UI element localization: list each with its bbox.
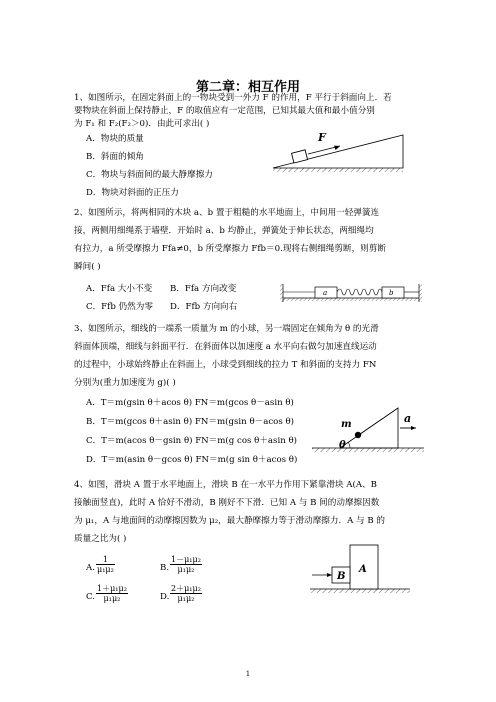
q1-incline-figure [268, 130, 408, 180]
q2-option-b: B．Ffa 方向改变 [170, 284, 237, 294]
q4-option-b-numerator: 1－μ₁μ₂ [171, 555, 201, 564]
q3-angle-label: θ [339, 440, 346, 451]
q1-stem-line2: 要物块在斜面上保持静止，F 的取值应有一定范围，已知其最大值和最小值分别 [74, 106, 375, 116]
q3-option-c: C．T＝m(acos θ－gsin θ) FN＝m(g cos θ＋asin θ) [86, 436, 297, 446]
q4-option-c-fraction [96, 584, 128, 603]
q3-stem-line1: 3、如图所示，细线的一端系一质量为 m 的小球，另一端固定在倾角为 θ 的光滑 [74, 324, 379, 334]
q1-stem-line3: 为 F₁ 和 F₂(F₂＞0)．由此可求出( ) [74, 119, 210, 129]
q3-mass-label: m [341, 419, 352, 430]
q2-block-a-label: a [323, 289, 328, 297]
q4-option-c-numerator: 1＋μ₁μ₂ [97, 584, 127, 593]
q3-stem-line3: 的过程中，小球始终静止在斜面上，小球受到细线的拉力 T 和斜面的支持力 FN [74, 360, 377, 370]
q4-option-d-fraction [170, 584, 202, 603]
q4-option-c-denominator: μ₁μ₂ [103, 594, 121, 603]
q3-option-b: B．T＝m(gcos θ＋asin θ) FN＝m(gsin θ－acos θ) [86, 417, 294, 427]
q1-force-label: F [318, 131, 326, 144]
q4-stem-line3: 为 μ₁，A 与地面间的动摩擦因数为 μ₂，最大静摩擦力等于滑动摩擦力．A 与 B 的 [74, 516, 385, 526]
page-title: 第二章：相互作用 [195, 80, 300, 95]
q3-stem-line2: 斜面体顶端，细线与斜面平行．在斜面体以加速度 a 水平向右做匀加速直线运动 [74, 342, 377, 352]
q4-block-b-label: B [337, 571, 346, 582]
q4-option-a-fraction [96, 555, 115, 574]
q4-option-d-label: D. [160, 592, 170, 602]
q4-block-a-label: A [359, 564, 367, 575]
q3-option-d: D．T＝m(asin θ－gcos θ) FN＝m(g sin θ＋acos θ) [86, 455, 298, 465]
q4-option-b-fraction [170, 555, 202, 574]
q4-option-c-label: C. [86, 592, 96, 602]
q2-block-b-label: b [389, 289, 394, 297]
q2-stem-line4: 瞬间( ) [74, 262, 101, 272]
q4-option-a-label: A. [86, 563, 95, 573]
q2-option-c: C．Ffb 仍然为零 [86, 302, 153, 312]
q3-acceleration-label: a [404, 412, 412, 425]
q4-stem-line4: 质量之比为( ) [74, 534, 127, 544]
q3-stem-line4: 分别为(重力加速度为 g)( ) [74, 378, 176, 388]
q4-option-b-denominator: μ₁μ₂ [177, 565, 195, 574]
q1-option-a: A．物块的质量 [86, 134, 144, 144]
q4-option-a-denominator: μ₁μ₂ [97, 565, 114, 574]
q1-stem-line1: 1、如图所示，在固定斜面上的一物块受到一外力 F 的作用，F 平行于斜面向上．若 [74, 93, 392, 103]
q4-option-d-denominator: μ₁μ₂ [177, 594, 195, 603]
q3-option-a: A．T＝m(gsin θ＋acos θ) FN＝m(gcos θ－asin θ) [86, 398, 294, 408]
q2-option-a: A．Ffa 大小不变 [86, 284, 153, 294]
page-number: 1 [245, 670, 251, 678]
q4-option-b-label: B. [160, 563, 170, 573]
q4-option-d-numerator: 2＋μ₁μ₂ [171, 584, 201, 593]
q2-stem-line1: 2、如图所示，将两相同的木块 a、b 置于粗糙的水平地面上，中间用一轻弹簧连 [74, 208, 380, 218]
q4-option-a-numerator: 1 [96, 555, 115, 565]
q1-option-c: C．物块与斜面间的最大静摩擦力 [86, 170, 213, 180]
q2-stem-line2: 接，两侧用细绳系于墙壁．开始时 a、b 均静止，弹簧处于伸长状态，两细绳均 [74, 226, 374, 236]
q1-option-b: B．斜面的倾角 [86, 152, 144, 162]
q1-option-d: D．物块对斜面的正压力 [86, 188, 179, 198]
q4-stem-line1: 4、如图，滑块 A 置于水平地面上，滑块 B 在一水平力作用下紧靠滑块 A(A、B [74, 480, 377, 490]
q3-incline-figure [312, 398, 424, 456]
q2-spring-figure [280, 282, 422, 304]
q2-stem-line3: 有拉力，a 所受摩擦力 Ffa≠0，b 所受摩擦力 Ffb＝0.现将右侧细绳剪断，则剪断 [74, 244, 386, 254]
q4-stem-line2: 接触面竖直)，此时 A 恰好不滑动，B 刚好不下滑．已知 A 与 B 间的动摩擦因数 [74, 498, 380, 508]
q2-option-d: D．Ffb 方向向右 [170, 302, 238, 312]
